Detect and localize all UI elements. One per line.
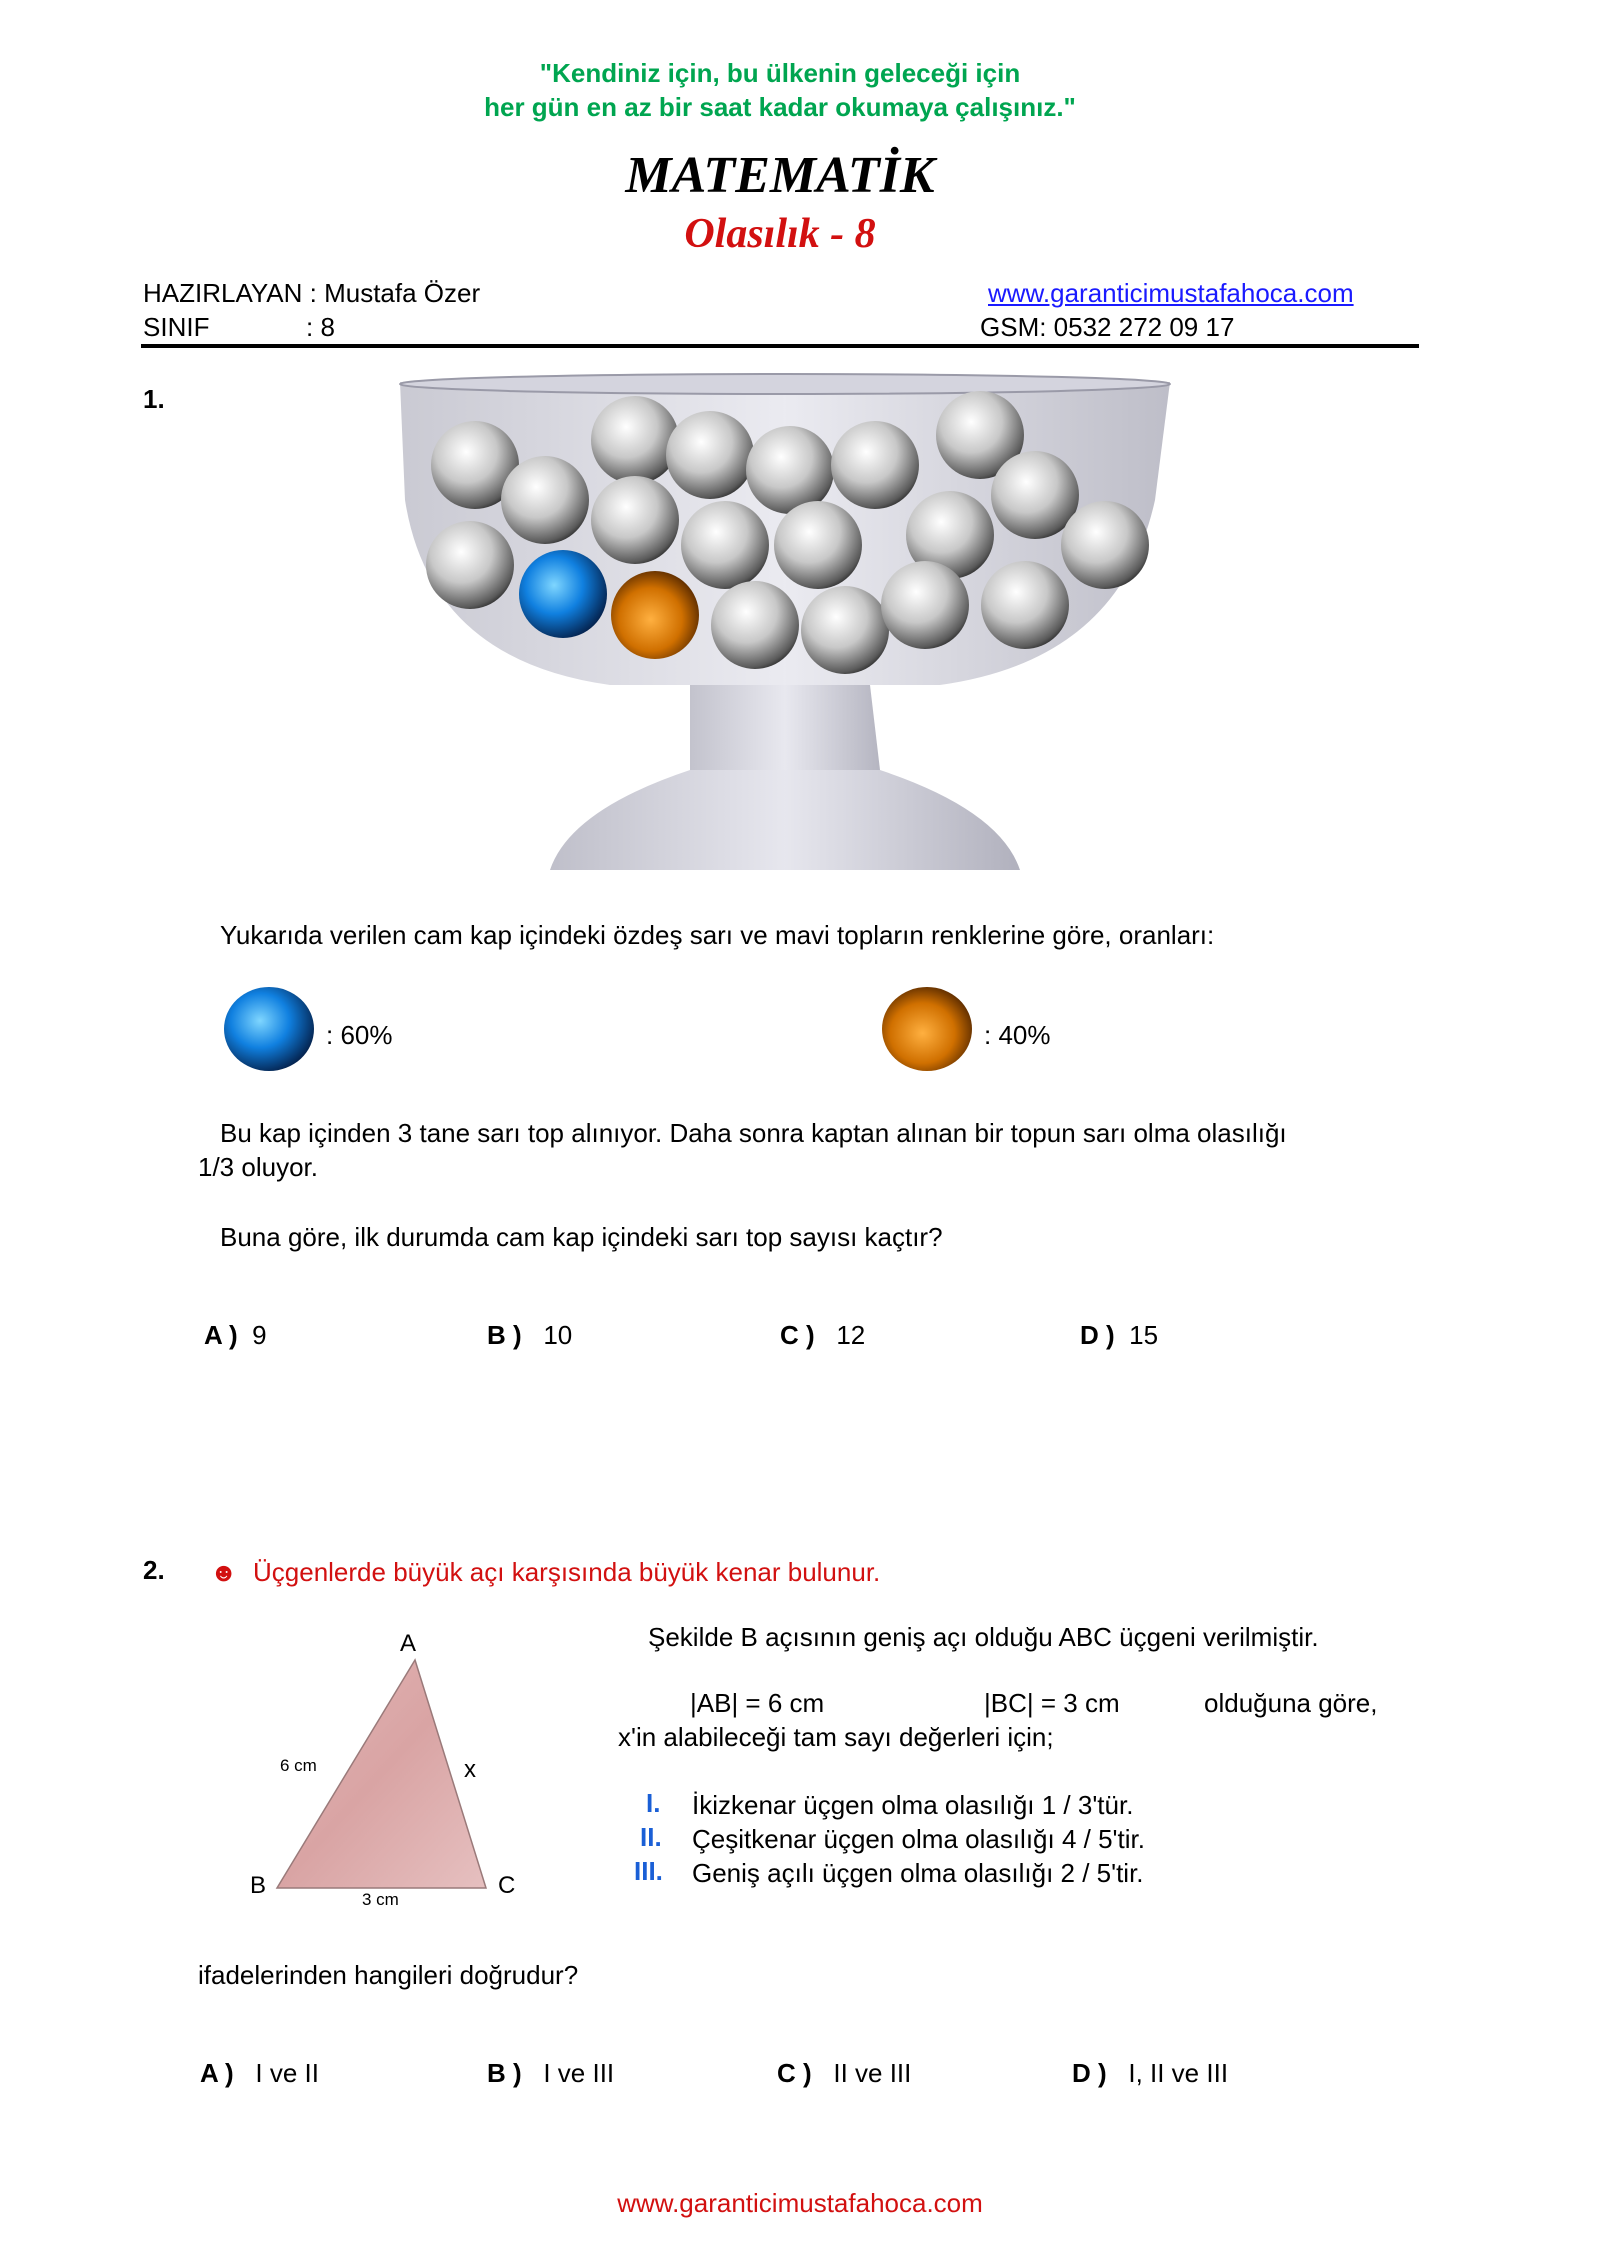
q2-question: ifadelerinden hangileri doğrudur? xyxy=(198,1960,579,1990)
smiley-bullet-icon: ☻ xyxy=(210,1557,238,1587)
option-value: II ve III xyxy=(833,2058,912,2088)
q2-bc-equation: |BC| = 3 cm xyxy=(984,1688,1120,1718)
author-label: HAZIRLAYAN : Mustafa Özer xyxy=(143,278,481,308)
statement-1-text: İkizkenar üçgen olma olasılığı 1 / 3'tür. xyxy=(692,1790,1134,1820)
q2-ab-equation: |AB| = 6 cm xyxy=(690,1688,825,1718)
q1-question: Buna göre, ilk durumda cam kap içindeki sarı top sayısı kaçtır? xyxy=(220,1222,943,1252)
q1-intro: Yukarıda verilen cam kap içindeki özdeş sarı ve mavi topların renklerine göre, oranları: xyxy=(220,920,1215,950)
header-divider xyxy=(141,344,1419,348)
vertex-a-label: A xyxy=(400,1630,417,1657)
q2-ask: x'in alabileceği tam sayı değerleri için; xyxy=(618,1722,1054,1752)
class-label: SINIF xyxy=(143,312,210,342)
option-value: I ve II xyxy=(255,2058,319,2088)
side-ab-label: 6 cm xyxy=(280,1756,317,1775)
q2-according: olduğuna göre, xyxy=(1204,1688,1378,1718)
option-label: B ) xyxy=(487,2058,522,2088)
motto-line-1: "Kendiniz için, bu ülkenin geleceği için xyxy=(539,58,1021,88)
q1-option-d[interactable] xyxy=(1080,1318,1158,1352)
statement-3-text: Geniş açılı üçgen olma olasılığı 2 / 5'tir. xyxy=(692,1858,1144,1888)
vertex-b-label: B xyxy=(250,1872,267,1899)
statement-2-text: Çeşitkenar üçgen olma olasılığı 4 / 5'tir. xyxy=(692,1824,1145,1854)
option-label: D ) xyxy=(1072,2058,1107,2088)
footer-website[interactable]: www.garanticimustafahoca.com xyxy=(617,2188,983,2218)
bowl-stem xyxy=(690,685,880,770)
q1-option-a[interactable] xyxy=(204,1318,267,1352)
statement-1-roman: I. xyxy=(646,1788,661,1818)
orange-ball-in-bowl xyxy=(611,571,699,659)
option-label: A ) xyxy=(200,2058,234,2088)
option-label: A ) xyxy=(204,1320,238,1350)
motto-line-2: her gün en az bir saat kadar okumaya çalışınız." xyxy=(484,92,1076,122)
q2-given: Şekilde B açısının geniş açı olduğu ABC üçgeni verilmiştir. xyxy=(648,1622,1319,1652)
statement-3-roman: III. xyxy=(634,1856,663,1886)
statement-2-roman: II. xyxy=(640,1822,662,1852)
option-label: B ) xyxy=(487,1320,522,1350)
option-value: 15 xyxy=(1129,1320,1159,1350)
class-value: : 8 xyxy=(306,312,335,342)
website-link[interactable]: www.garanticimustafahoca.com xyxy=(988,278,1354,308)
topic-title: Olasılık - 8 xyxy=(684,211,876,257)
q1-option-c[interactable] xyxy=(780,1318,865,1352)
option-value: I ve III xyxy=(543,2058,615,2088)
option-label: C ) xyxy=(777,2058,812,2088)
option-value: 9 xyxy=(252,1320,267,1350)
orange-ball-icon xyxy=(880,985,974,1073)
option-value: I, II ve III xyxy=(1128,2058,1229,2088)
side-bc-label: 3 cm xyxy=(362,1890,399,1909)
side-ac-label: x xyxy=(464,1756,476,1783)
q2-option-b[interactable] xyxy=(487,2056,614,2090)
option-label: D ) xyxy=(1080,1320,1115,1350)
option-value: 10 xyxy=(543,1320,573,1350)
option-label: C ) xyxy=(780,1320,815,1350)
vertex-c-label: C xyxy=(498,1872,516,1899)
question-1-number: 1. xyxy=(143,384,165,414)
q2-rule: Üçgenlerde büyük açı karşısında büyük kenar bulunur. xyxy=(253,1557,881,1587)
option-value: 12 xyxy=(836,1320,866,1350)
subject-title: MATEMATİK xyxy=(625,147,935,204)
blue-ratio: : 60% xyxy=(326,1020,393,1050)
q2-option-a[interactable] xyxy=(200,2056,319,2090)
question-2-number: 2. xyxy=(143,1555,165,1585)
q1-text-line-2: 1/3 oluyor. xyxy=(198,1152,318,1182)
bowl-base xyxy=(550,770,1020,870)
glass-bowl-image xyxy=(380,370,1180,890)
phone-number: GSM: 0532 272 09 17 xyxy=(980,312,1235,342)
blue-ball-in-bowl xyxy=(519,550,607,638)
q2-option-d[interactable] xyxy=(1072,2056,1228,2090)
q1-option-b[interactable] xyxy=(487,1318,572,1352)
q1-text-line-1: Bu kap içinden 3 tane sarı top alınıyor. Daha sonra kaptan alınan bir topun sarı olma olasılığı xyxy=(220,1118,1287,1148)
q2-option-c[interactable] xyxy=(777,2056,911,2090)
blue-ball-icon xyxy=(222,985,316,1073)
orange-ratio: : 40% xyxy=(984,1020,1051,1050)
